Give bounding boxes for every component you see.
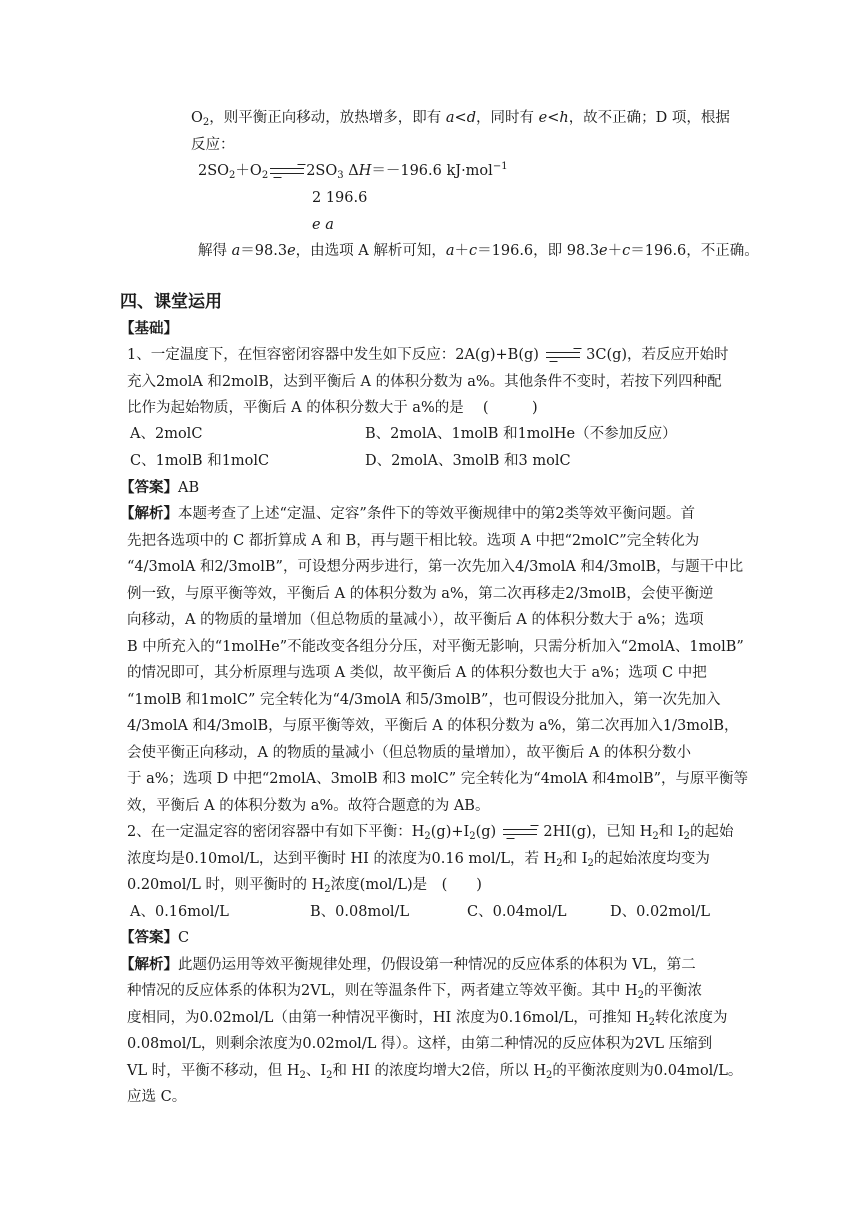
q1-analysis-line: “1molB 和1molC” 完全转化为“4/3molA 和5/3molB”，也可假设分批加入，第一次先加入 [127, 692, 721, 708]
q1-analysis-line [120, 504, 695, 524]
question-2-line: 0.20mol/L 时，则平衡时的 $H_2$浓度(mol/L)是 ( ) [127, 877, 482, 895]
stoich-line: 2 196.6 [312, 190, 368, 206]
q1-analysis-line: 4/3molA 和4/3molB，与原平衡等效，平衡后 A 的体积分数为 a%，第二次再加入1/3molB， [127, 718, 739, 734]
q1-analysis-line: 会使平衡正向移动，A 的物质的量减小（但总物质的量增加），故平衡后 A 的体积分数小 [127, 745, 692, 761]
q2-analysis-line: 0.08mol/L，则剩余浓度为0.02mol/L 得）。这样，由第二种情况的反应体积为2VL 压缩到 [127, 1036, 713, 1052]
answer-value: AB [178, 480, 200, 496]
q1-option-d: D、2molA、3molB 和3 molC [365, 453, 571, 469]
text-line: $O_2$，则平衡正向移动，放热增多，即有 a<d，同时有 e<h，故不正确；D 项，根据 [191, 110, 730, 128]
q2-analysis-line: 种情况的反应体系的体积为2VL，则在等温条件下，两者建立等效平衡。其中 $H_2$的平衡浓 [127, 983, 702, 1001]
equilibrium-arrow-icon [546, 349, 580, 361]
q1-analysis-line: 效，平衡后 A 的体积分数为 a%。故符合题意的为 AB。 [127, 798, 490, 814]
section-title: 四、课堂运用 [120, 292, 222, 312]
analysis-tag: 【解析】 [120, 957, 178, 973]
q1-analysis-line: 先把各选项中的 C 都折算成 A 和 B，再与题干相比较。选项 A 中把“2molC”完全转化为 [127, 533, 700, 549]
q2-answer [120, 928, 189, 948]
q1-answer [120, 478, 199, 498]
equilibrium-arrow-icon [270, 165, 304, 177]
question-1-line: 充入2molA 和2molB，达到平衡后 A 的体积分数为 a%。其他条件不变时，若按下列四种配 [127, 374, 722, 390]
stoich-line: e a [312, 217, 334, 233]
analysis-text: 此题仍运用等效平衡规律处理，仍假设第一种情况的反应体系的体积为 VL，第二 [178, 957, 696, 973]
question-2-line: 浓度均是0.10mol/L，达到平衡时 HI 的浓度为0.16 mol/L，若 $H_2$和 $I_2$的起始浓度均变为 [127, 851, 710, 869]
question-2-line: 2、在一定温定容的密闭容器中有如下平衡：$H_2(g)+I_2(g)$ 2HI(g)，已知 $H_2$和 $I_2$的起始 [127, 824, 734, 842]
q1-analysis-line: 向移动，A 的物质的量增加（但总物质的量减小），故平衡后 A 的体积分数大于 a%；选项 [127, 612, 704, 628]
q2-analysis-line: VL 时，平衡不移动，但 $H_2$、$I_2$和 HI 的浓度均增大2倍，所以 $H_2$的平衡浓度则为0.04mol/L。 [127, 1063, 743, 1081]
question-1-line: 1、一定温度下，在恒容密闭容器中发生如下反应：2A(g)+B(g) 3C(g)，若反应开始时 [127, 347, 729, 363]
q2-option-d: D、0.02mol/L [610, 904, 711, 920]
q2-option-b: B、0.08mol/L [310, 904, 410, 920]
equilibrium-arrow-icon [503, 826, 537, 838]
q1-analysis-line: 于 a%；选项 D 中把“2molA、3molB 和3 molC” 完全转化为“4molA 和4molB”，与原平衡等 [127, 771, 749, 787]
q1-analysis-line: 的情况即可，其分析原理与选项 A 类似，故平衡后 A 的体积分数也大于 a%；选项 C 中把 [127, 665, 707, 681]
basic-tag: 【基础】 [120, 321, 178, 337]
text-line: 反应： [191, 137, 235, 153]
q1-option-c: C、1molB 和1molC [130, 453, 270, 469]
q1-option-b: B、2molA、1molB 和1molHe（不参加反应） [365, 426, 677, 442]
q2-analysis-line: 度相同，为0.02mol/L（由第一种情况平衡时，HI 浓度为0.16mol/L，可推知 $H_2$转化浓度为 [127, 1010, 728, 1028]
question-1-line: 比作为起始物质，平衡后 A 的体积分数大于 a%的是 ( ) [127, 400, 538, 416]
q1-analysis-line: “4/3molA 和2/3molB”，可设想分两步进行，第一次先加入4/3molA 和4/3molB，与题干中比 [127, 559, 744, 575]
q1-option-a: A、2molC [130, 426, 203, 442]
q2-option-a: A、0.16mol/L [130, 904, 229, 920]
analysis-text: 本题考查了上述“定温、定容”条件下的等效平衡规律中的第2类等效平衡问题。首 [178, 506, 696, 522]
answer-tag: 【答案】 [120, 930, 178, 946]
q2-analysis-line [120, 955, 696, 975]
equation-line: $2SO_2+O_2$ $2SO_3$ ΔH＝－196.6 kJ·mol$^{-1}$ [198, 161, 508, 181]
q2-option-c: C、0.04mol/L [467, 904, 567, 920]
q1-analysis-line: B 中所充入的“1molHe”不能改变各组分分压，对平衡无影响，只需分析加入“2molA、1molB” [127, 639, 744, 655]
text-line: 解得 a＝98.3e，由选项 A 解析可知，a＋c＝196.6，即 98.3e＋c＝196.6，不正确。 [198, 243, 759, 259]
q1-analysis-line: 例一致，与原平衡等效，平衡后 A 的体积分数为 a%，第二次再移走2/3molB，会使平衡逆 [127, 586, 714, 602]
answer-tag: 【答案】 [120, 480, 178, 496]
q2-analysis-line: 应选 C。 [127, 1089, 187, 1105]
analysis-tag: 【解析】 [120, 506, 178, 522]
answer-value: C [178, 930, 190, 946]
